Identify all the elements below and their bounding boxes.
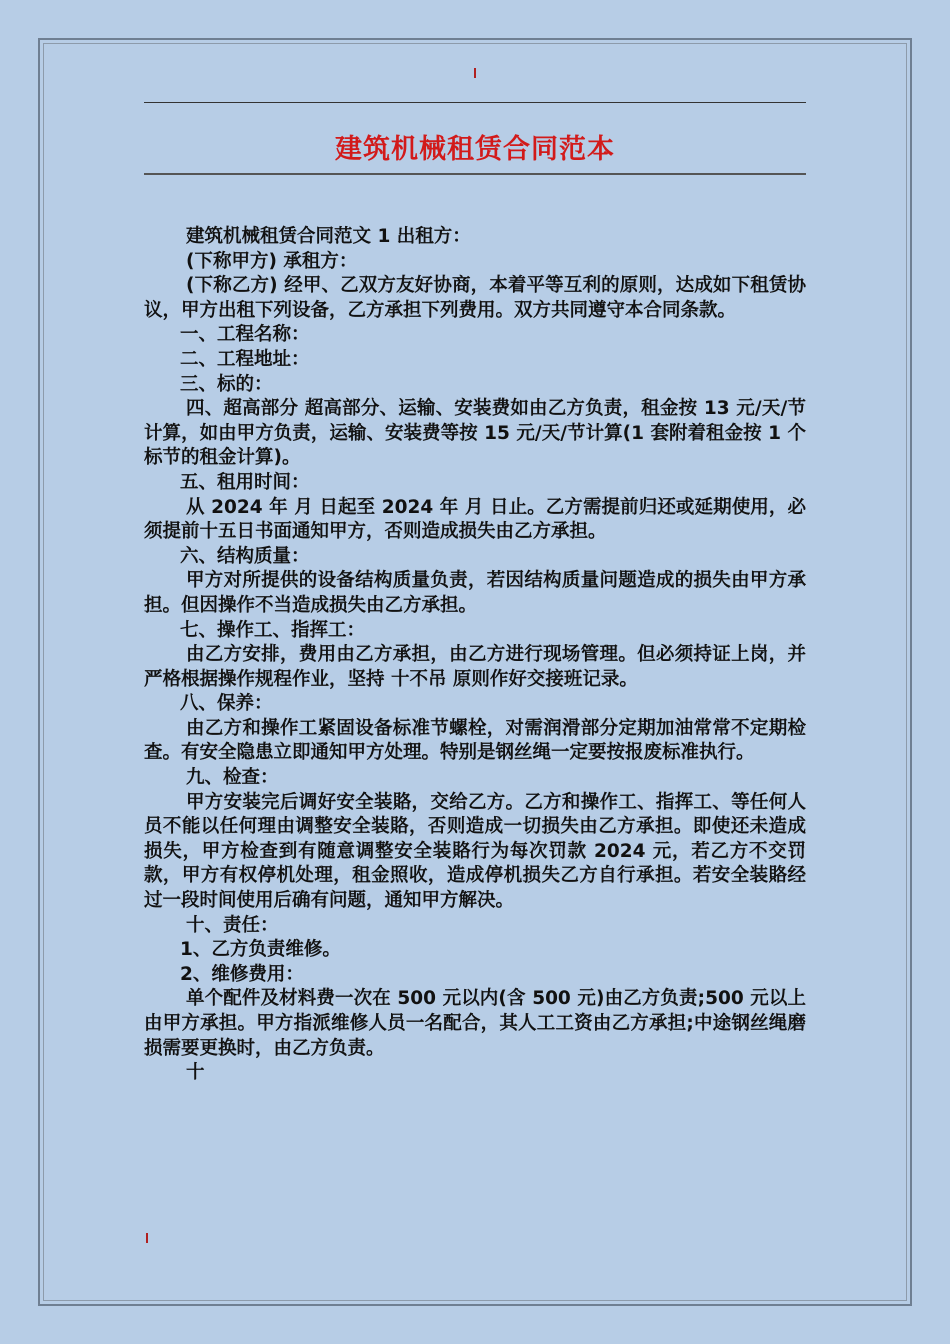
paragraph: (下称乙方) 经甲、乙双方友好协商，本着平等互利的原则，达成如下租赁协议，甲方出租下列设备，乙方承担下列费用。双方共同遵守本合同条款。 [144,275,806,321]
paragraph: 1、乙方负责维修。 [180,939,341,961]
paragraph: 五、租用时间： [180,471,310,493]
paragraph: 甲方安装完后调好安全装賂，交给乙方。乙方和操作工、指挥工、等任何人员不能以任何理由调整安全装賂，否则造成一切损失由乙方承担。即使还未造成损失，甲方检查到有随意调整安全装賂行为每次罚款 2024 元，若乙方不交罚款，甲方有权停机处理，租金照收，造成停机损失乙方自行承担。若安全装賂经过一段时间使用后确有问题，通知甲方解决。 [144,791,806,912]
paragraph: 十 [186,1062,205,1084]
paragraph: (下称甲方) 承租方： [186,250,358,272]
paragraph: 八、保养： [180,693,273,715]
paragraph: 单个配件及材料费一次在 500 元以内(含 500 元)由乙方负责;500 元以上由甲方承担。甲方指派维修人员一名配合，其人工工资由乙方承担;中途钢丝绳磨损需要更换时，由乙方负责。 [144,988,806,1059]
paragraph: 九、检查： [186,767,279,789]
paragraph: 十、责任： [186,914,279,936]
paragraph: 三、标的： [180,373,273,395]
paragraph: 二、工程地址： [180,348,310,370]
paragraph: 2、维修费用： [180,963,304,985]
title-rule [144,173,806,175]
paragraph: 四、超高部分 超高部分、运输、安装费如由乙方负责，租金按 13 元/天/节计算，如由甲方负责，运输、安装费等按 15 元/天/节计算(1 套附着租金按 1 个标节的租金计算)。 [144,398,806,469]
header-rule [144,102,806,103]
paragraph: 甲方对所提供的设备结构质量负责，若因结构质量问题造成的损失由甲方承担。但因操作不当造成损失由乙方承担。 [144,570,806,616]
header-cursor-mark [474,68,476,78]
paragraph: 一、工程名称： [180,324,310,346]
paragraph: 由乙方安排，费用由乙方承担，由乙方进行现场管理。但必须持证上岗，并严格根据操作规程作业，坚持 十不吊 原则作好交接班记录。 [144,644,806,690]
document-body [144,225,806,1086]
paragraph: 六、结构质量： [180,545,310,567]
paragraph: 建筑机械租赁合同范文 1 出租方： [186,226,471,247]
paragraph: 由乙方和操作工紧固设备标准节螺栓，对需润滑部分定期加油常常不定期检查。有安全隐患立即通知甲方处理。特别是钢丝绳一定要按报废标准执行。 [144,717,806,764]
document-title: 建筑机械租赁合同范本 [335,134,615,165]
paragraph: 七、操作工、指挥工： [180,619,366,641]
paragraph: 从 2024 年 月 日起至 2024 年 月 日止。乙方需提前归还或延期使用，必须提前十五日书面通知甲方，否则造成损失由乙方承担。 [144,496,806,543]
footer-cursor-mark [146,1233,148,1243]
